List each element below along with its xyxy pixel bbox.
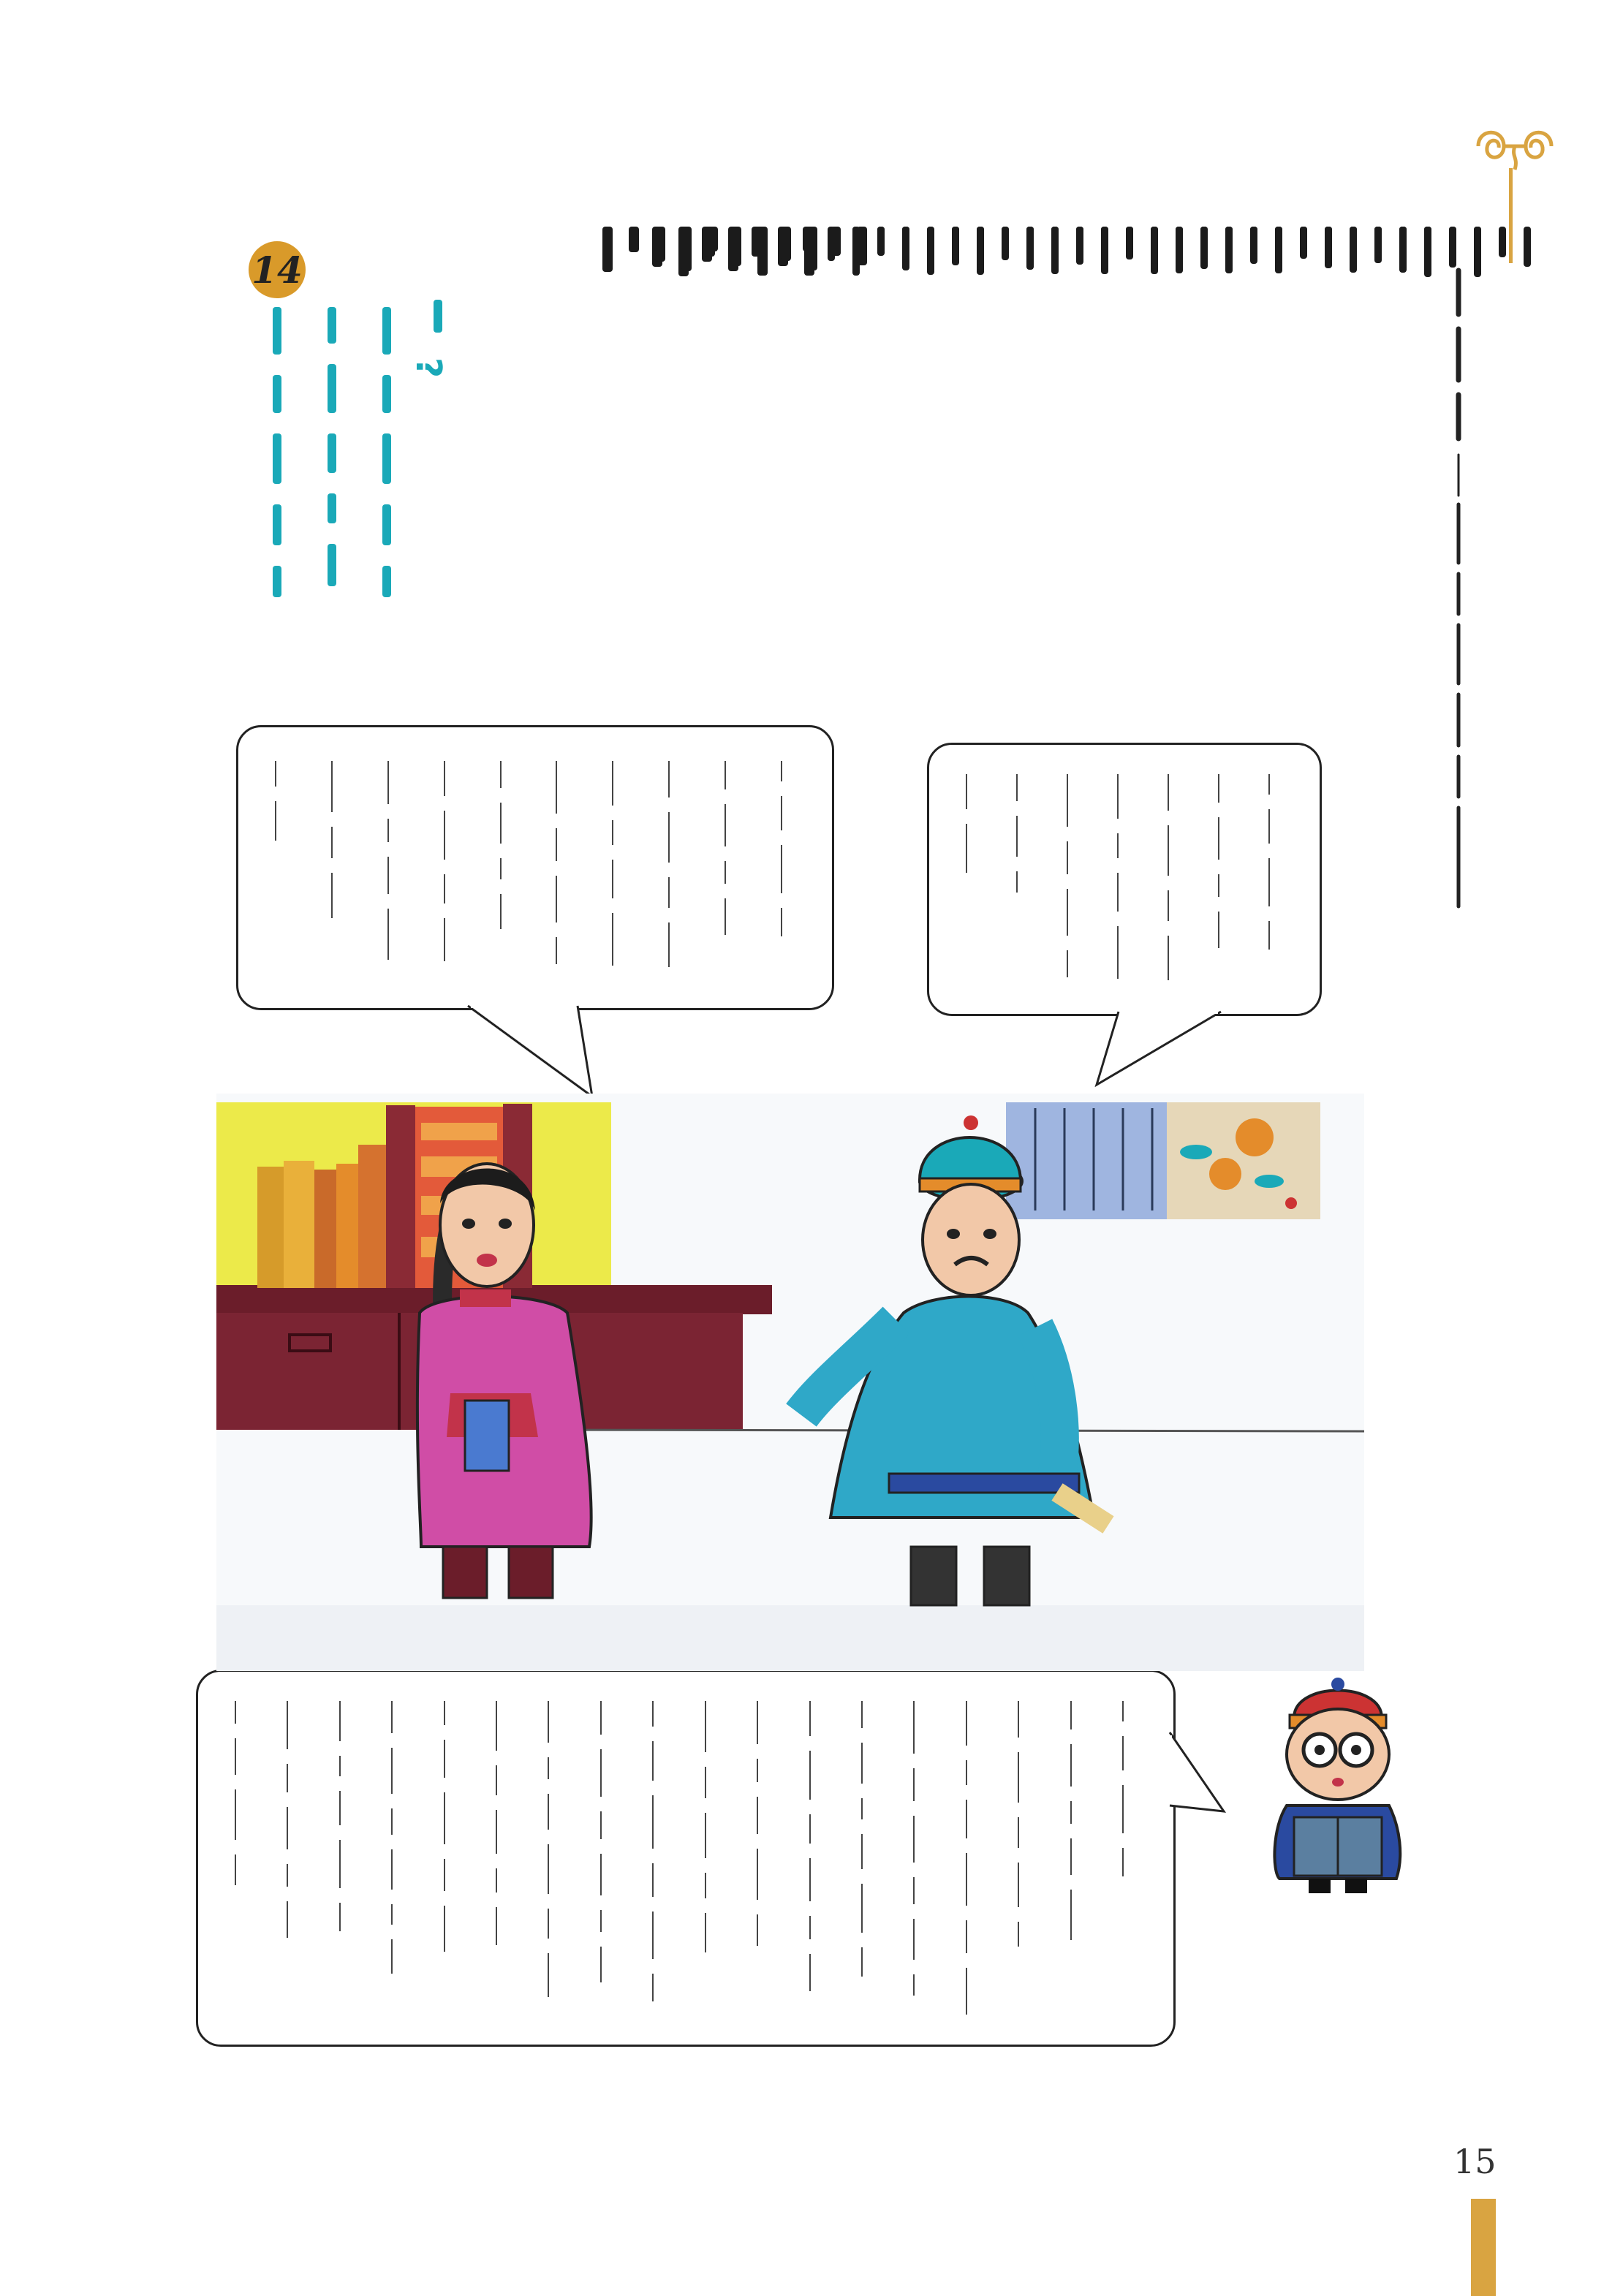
- script-word: [328, 493, 336, 523]
- script-word: [1026, 227, 1034, 259]
- bubble-script-word: [1018, 1752, 1019, 1803]
- bubble-script-word: [1168, 774, 1169, 811]
- bubble-script-word: [1018, 1701, 1019, 1738]
- bubble-script-word: [861, 1834, 863, 1869]
- bubble-script-word: [913, 1768, 915, 1801]
- script-word: [1151, 227, 1158, 264]
- script-word: [602, 227, 613, 272]
- bubble-script-word: [548, 1953, 549, 1997]
- bubble-script-word: [809, 1954, 811, 1991]
- bubble-script-word: [235, 1701, 236, 1724]
- script-word: [273, 566, 281, 597]
- bubble-script-word: [600, 1749, 602, 1797]
- bubble-script-word: [275, 761, 276, 787]
- bubble-script-word: [1018, 1863, 1019, 1907]
- bubble-script-word: [287, 1807, 288, 1849]
- page-edge-tab: [1471, 2199, 1496, 2296]
- book: [465, 1401, 509, 1471]
- script-word: [382, 504, 391, 545]
- bubble-script-word: [1018, 1817, 1019, 1848]
- bubble-script-word: [1117, 774, 1119, 819]
- bubble-script-word: [387, 857, 389, 894]
- lesson-title-column: [369, 307, 406, 618]
- text-column: [586, 227, 630, 294]
- bubble-script-word: [705, 1701, 706, 1752]
- bubble-script-word: [966, 1968, 967, 2015]
- main-text: [570, 227, 1411, 665]
- lesson-number-badge: 14: [249, 241, 306, 298]
- bubble-script-word: [600, 1947, 602, 1982]
- bubble-script-word: [1218, 817, 1219, 860]
- bubble-script-word: [496, 1810, 497, 1854]
- bubble-script-word: [725, 804, 726, 846]
- bubble-script-word: [1070, 1890, 1072, 1940]
- bubble-script-word: [1070, 1701, 1072, 1729]
- bubble-script-word: [861, 1947, 863, 1977]
- bubble-script-word: [1016, 816, 1018, 857]
- script-word: [382, 433, 391, 484]
- running-head: [1433, 263, 1484, 921]
- script-word: [434, 300, 442, 333]
- bubble-script-word: [668, 877, 670, 908]
- bubble-script-word: [781, 908, 782, 936]
- bubble-script-word: [391, 1701, 393, 1733]
- script-word: [781, 227, 791, 261]
- bubble-script-word: [287, 1701, 288, 1749]
- bubble-script-word: [668, 812, 670, 863]
- script-word: [831, 227, 841, 256]
- bubble-script-word: [1218, 912, 1219, 948]
- bubble-script-word: [757, 1849, 758, 1900]
- bubble-script-word: [391, 1904, 393, 1925]
- bubble-script-word: [1122, 1848, 1124, 1876]
- script-word: [273, 433, 281, 484]
- bubble-script-word: [339, 1791, 341, 1825]
- bubble-script-word: [444, 1740, 445, 1778]
- question-mark: ?: [407, 357, 449, 378]
- bubble-script-word: [331, 761, 333, 812]
- bubble-script-word: [1018, 1922, 1019, 1947]
- bubble-script-word: [913, 1919, 915, 1960]
- bubble-script-word: [548, 1701, 549, 1743]
- bubble-script-word: [1168, 825, 1169, 876]
- script-word: [977, 227, 984, 265]
- boy-with-glasses-reading: [1243, 1674, 1418, 1893]
- bubble-script-word: [387, 761, 389, 804]
- script-word: [1101, 227, 1108, 269]
- bubble-script-word: [1067, 841, 1068, 874]
- script-word: [927, 227, 934, 275]
- bubble-script-word: [287, 1901, 288, 1938]
- bubble-script-word: [1268, 921, 1270, 950]
- script-word: [1424, 227, 1431, 277]
- bubble-script-word: [444, 1701, 445, 1725]
- script-word: [1399, 227, 1407, 268]
- bubble-script-word: [612, 860, 613, 898]
- script-word: [1002, 227, 1009, 250]
- bubble-script-word: [1016, 871, 1018, 893]
- bubble-script-word: [275, 801, 276, 841]
- bubble-script-word: [781, 761, 782, 781]
- bubble-script-word: [548, 1844, 549, 1894]
- script-word: [902, 227, 909, 260]
- bubble-script-word: [966, 774, 967, 809]
- script-word: [1374, 227, 1382, 253]
- script-word: [382, 375, 391, 413]
- bubble-script-word: [235, 1854, 236, 1885]
- bubble-script-word: [444, 1792, 445, 1844]
- bubble-script-word: [235, 1789, 236, 1840]
- script-word: [1524, 227, 1531, 267]
- bubble-script-word: [668, 922, 670, 967]
- header-rule: [1509, 168, 1513, 263]
- script-word: [1250, 227, 1257, 254]
- script-word: [382, 307, 391, 355]
- bubble-script-word: [652, 1974, 654, 2001]
- bubble-script-word: [500, 894, 502, 929]
- bubble-script-word: [444, 1906, 445, 1952]
- script-word: [708, 227, 718, 251]
- bubble-script-word: [1117, 873, 1119, 912]
- speech-bubble-woman-tail: [468, 1001, 599, 1104]
- script-word: [1350, 227, 1357, 273]
- bubble-script-word: [725, 761, 726, 789]
- bubble-script-word: [339, 1756, 341, 1776]
- bubble-script-word: [913, 1974, 915, 1996]
- bubble-script-word: [705, 1767, 706, 1798]
- bubble-script-word: [809, 1814, 811, 1844]
- bubble-script-word: [1067, 774, 1068, 827]
- script-word: [382, 566, 391, 597]
- bubble-script-word: [1122, 1785, 1124, 1833]
- lesson-title-column: [260, 307, 296, 618]
- bubble-script-word: [1117, 926, 1119, 979]
- script-word: [1325, 227, 1332, 258]
- bubble-script-word: [612, 913, 613, 966]
- bubble-script-word: [444, 918, 445, 961]
- script-word: [655, 227, 665, 262]
- bubble-script-word: [757, 1797, 758, 1834]
- bubble-script-word: [781, 845, 782, 893]
- bubble-script-word: [705, 1873, 706, 1898]
- bubble-script-word: [600, 1854, 602, 1895]
- script-word: [328, 433, 336, 473]
- script-word: [1499, 227, 1506, 257]
- bubble-script-word: [500, 858, 502, 879]
- script-word: [681, 227, 692, 271]
- script-word: [1275, 227, 1282, 263]
- script-word: [1126, 227, 1133, 249]
- script-word: [273, 307, 281, 355]
- bubble-script-word: [1067, 950, 1068, 977]
- bubble-script-word: [612, 820, 613, 845]
- bubble-script-word: [1218, 874, 1219, 897]
- bubble-script-word: [1268, 809, 1270, 844]
- bubble-script-word: [500, 761, 502, 788]
- script-word: [1449, 227, 1456, 262]
- bubble-script-word: [861, 1743, 863, 1784]
- speech-bubble-man: [927, 743, 1322, 1016]
- bubble-script-word: [235, 1738, 236, 1775]
- bubble-script-word: [913, 1816, 915, 1863]
- bubble-script-word: [391, 1748, 393, 1794]
- bubble-script-word: [809, 1751, 811, 1800]
- bubble-script-word: [391, 1849, 393, 1890]
- bubble-script-word: [1122, 1701, 1124, 1721]
- bubble-script-word: [444, 1859, 445, 1891]
- bubble-script-word: [652, 1863, 654, 1897]
- bubble-script-word: [556, 761, 557, 814]
- speech-bubble-boy-tail: [1168, 1725, 1227, 1842]
- bubble-script-word: [1067, 889, 1068, 936]
- bubble-script-word: [1016, 774, 1018, 801]
- bubble-script-word: [496, 1907, 497, 1945]
- bubble-script-word: [331, 873, 333, 918]
- bubble-script-word: [548, 1909, 549, 1939]
- bubble-script-word: [757, 1701, 758, 1744]
- bubble-script-word: [548, 1794, 549, 1830]
- bubble-script-word: [966, 1853, 967, 1906]
- bubble-script-word: [391, 1939, 393, 1974]
- bubble-script-word: [1070, 1801, 1072, 1824]
- speech-bubble-boy: [196, 1670, 1176, 2047]
- bubble-script-word: [861, 1798, 863, 1819]
- bubble-script-word: [339, 1903, 341, 1931]
- bubble-script-word: [966, 1920, 967, 1953]
- lesson-title-column: [314, 307, 351, 607]
- bubble-script-word: [668, 761, 670, 797]
- bubble-script-word: [1070, 1744, 1072, 1787]
- script-word: [952, 227, 959, 255]
- bubble-script-word: [556, 828, 557, 861]
- bubble-script-word: [652, 1701, 654, 1727]
- bubble-script-word: [1218, 774, 1219, 803]
- bubble-script-word: [556, 937, 557, 964]
- script-word: [1200, 227, 1208, 259]
- bubble-script-word: [556, 876, 557, 922]
- bubble-script-word: [652, 1741, 654, 1781]
- bubble-script-word: [652, 1912, 654, 1959]
- bubble-script-word: [757, 1914, 758, 1946]
- bubble-script-word: [444, 811, 445, 860]
- bubble-script-word: [500, 803, 502, 844]
- script-word: [1051, 227, 1059, 274]
- script-word: [328, 544, 336, 586]
- bubble-script-word: [913, 1701, 915, 1754]
- bubble-script-word: [966, 1701, 967, 1746]
- bubble-script-word: [781, 796, 782, 830]
- bubble-script-word: [612, 761, 613, 806]
- bubble-script-word: [287, 1764, 288, 1792]
- lesson-title-column: [420, 300, 457, 353]
- bubble-script-word: [339, 1701, 341, 1741]
- bubble-script-word: [1268, 858, 1270, 906]
- bubble-script-word: [1168, 890, 1169, 921]
- bubble-script-word: [652, 1795, 654, 1849]
- bubble-script-word: [1168, 936, 1169, 980]
- script-word: [807, 227, 817, 270]
- bubble-script-word: [387, 909, 389, 960]
- bubble-script-word: [496, 1701, 497, 1751]
- bubble-script-word: [339, 1840, 341, 1888]
- wall-painting: [1006, 1102, 1320, 1219]
- script-word: [1474, 227, 1481, 272]
- script-word: [328, 307, 336, 344]
- bubble-script-word: [1070, 1838, 1072, 1875]
- bubble-script-word: [705, 1913, 706, 1952]
- bubble-script-word: [387, 819, 389, 842]
- classroom-illustration: [216, 1094, 1364, 1671]
- bubble-script-word: [444, 874, 445, 903]
- gold-scroll-ornament-icon: [1471, 117, 1559, 175]
- bubble-script-word: [966, 1800, 967, 1838]
- bubble-script-word: [725, 898, 726, 935]
- bubble-script-word: [757, 1759, 758, 1782]
- bubble-script-word: [861, 1884, 863, 1933]
- script-word: [877, 227, 885, 251]
- script-word: [1300, 227, 1307, 249]
- bubble-script-word: [809, 1916, 811, 1939]
- bubble-script-word: [861, 1701, 863, 1728]
- bubble-script-word: [600, 1701, 602, 1735]
- bubble-script-word: [496, 1868, 497, 1893]
- script-word: [757, 227, 768, 276]
- script-word: [273, 504, 281, 545]
- bubble-script-word: [809, 1701, 811, 1736]
- script-word: [857, 227, 867, 265]
- script-word: [629, 227, 639, 252]
- bubble-script-word: [725, 861, 726, 884]
- bubble-script-word: [809, 1858, 811, 1901]
- script-word: [1225, 227, 1233, 268]
- speech-bubble-woman: [236, 725, 834, 1010]
- script-word: [1076, 227, 1083, 254]
- bubble-script-word: [1268, 774, 1270, 795]
- bubble-script-word: [705, 1813, 706, 1858]
- bubble-script-word: [1122, 1736, 1124, 1770]
- bubble-script-word: [496, 1765, 497, 1795]
- bubble-script-word: [391, 1808, 393, 1835]
- bubble-script-word: [1117, 833, 1119, 858]
- bubble-script-word: [287, 1864, 288, 1887]
- bubble-script-word: [966, 1760, 967, 1785]
- bubble-script-word: [548, 1757, 549, 1779]
- script-word: [328, 364, 336, 413]
- script-word: [273, 375, 281, 413]
- page-number: 15: [1453, 2142, 1497, 2181]
- script-word: [731, 227, 741, 266]
- speech-bubble-man-tail: [1097, 1007, 1228, 1088]
- bubble-script-word: [966, 824, 967, 873]
- bubble-script-word: [913, 1877, 915, 1904]
- script-word: [1176, 227, 1183, 273]
- bubble-script-word: [331, 827, 333, 858]
- bubble-script-word: [600, 1811, 602, 1839]
- bubble-script-word: [600, 1910, 602, 1932]
- bubble-script-word: [444, 761, 445, 796]
